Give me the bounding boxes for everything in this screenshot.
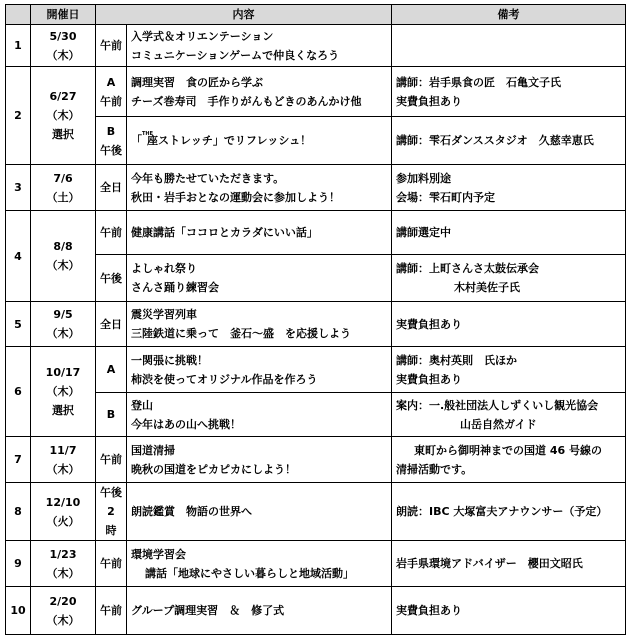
- note-line: 清掃活動です。: [396, 462, 473, 476]
- quote-open: 「: [131, 134, 142, 147]
- note-cell: [392, 483, 626, 541]
- row-number: 6: [6, 347, 31, 437]
- content-line: 今年も勝たせていただきます。: [131, 171, 285, 185]
- content-line: 秋田・岩手おとなの運動会に参加しよう！: [131, 190, 340, 204]
- date-text: 2/20: [49, 594, 77, 608]
- time-cell: 午前: [96, 437, 127, 483]
- note-cell: [392, 211, 626, 255]
- content-line: グループ調理実習 ＆ 修了式: [131, 604, 285, 617]
- note-line: 朗読：IBC 大塚富夫アナウンサー（予定）: [396, 505, 608, 518]
- date-text: 8/8: [53, 240, 73, 253]
- note-line: 実費負担あり: [396, 94, 462, 108]
- note-line: 講師：奥村英則 氏ほか: [396, 353, 517, 367]
- date-text: 1/23: [49, 547, 77, 561]
- note-line: 木村美佐子氏: [454, 281, 520, 294]
- table-row: [6, 117, 626, 165]
- note-cell: [392, 437, 626, 483]
- time-label: 午後: [100, 486, 122, 499]
- content-cell: [127, 117, 392, 165]
- weekday-text: （木）: [46, 462, 80, 476]
- note-cell: [392, 25, 626, 67]
- content-text: 座ストレッチ」でリフレッシュ！: [147, 134, 312, 147]
- date-cell: [31, 25, 96, 67]
- schedule-table: [5, 4, 626, 635]
- note-line: 講師：上町さんさ太鼓伝承会: [396, 262, 539, 275]
- select-label: 選択: [52, 404, 74, 417]
- row-number: 7: [6, 437, 31, 483]
- note-line: 案内：一.般社団法人しずくいし観光協会: [396, 398, 599, 412]
- date-text: 6/27: [49, 90, 77, 103]
- time-cell: [96, 67, 127, 117]
- row-number: 4: [6, 211, 31, 302]
- content-cell: [127, 211, 392, 255]
- table-row: [6, 437, 626, 483]
- date-text: 9/5: [53, 308, 73, 321]
- content-cell: [127, 393, 392, 437]
- date-text: 5/30: [49, 29, 77, 43]
- note-cell: [392, 302, 626, 347]
- time-cell: 午前: [96, 541, 127, 587]
- row-number: 5: [6, 302, 31, 347]
- the-superscript: THE: [142, 131, 154, 137]
- header-note: 備考: [392, 5, 626, 25]
- content-line: チーズ巻寿司 手作りがんもどきのあんかけ他: [131, 94, 362, 108]
- note-cell: [392, 347, 626, 393]
- time-cell: A: [96, 347, 127, 393]
- content-line: コミュニケーションゲームで仲良くなろう: [131, 48, 340, 62]
- date-text: 10/17: [45, 366, 81, 379]
- table-row: [6, 255, 626, 302]
- note-cell: [392, 541, 626, 587]
- row-number: 2: [6, 67, 31, 165]
- content-line: 晩秋の国道をピカピカにしよう！: [131, 462, 296, 476]
- time-detail: 2 時: [105, 505, 117, 537]
- time-cell: B: [96, 393, 127, 437]
- weekday-text: （木）: [46, 48, 80, 62]
- time-cell: 午前: [96, 25, 127, 67]
- content-line: 朗読鑑賞 物語の世界へ: [131, 505, 252, 518]
- note-line: 講師選定中: [396, 226, 451, 239]
- time-cell: 午後: [96, 255, 127, 302]
- content-line: 講話「地球にやさしい暮らしと地域活動」: [145, 566, 354, 580]
- weekday-text: （木）: [46, 566, 80, 580]
- date-text: 7/6: [53, 171, 73, 185]
- note-line: 参加料別途: [396, 171, 451, 185]
- note-cell: [392, 165, 626, 211]
- option-label: A: [106, 75, 116, 89]
- header-content: 内容: [96, 5, 392, 25]
- date-cell: [31, 302, 96, 347]
- note-line: 実費負担あり: [396, 372, 462, 386]
- note-cell: [392, 587, 626, 635]
- content-line: 震災学習列車: [131, 308, 197, 321]
- table-row: [6, 302, 626, 347]
- table-row: [6, 587, 626, 635]
- table-row: [6, 393, 626, 437]
- row-number: 10: [6, 587, 31, 635]
- note-line: 山岳自然ガイド: [460, 417, 537, 431]
- time-cell: 午前: [96, 211, 127, 255]
- content-cell: [127, 67, 392, 117]
- weekday-text: （木）: [46, 327, 80, 340]
- note-line: 東町から御明神までの国道 46 号線の: [414, 443, 602, 457]
- time-cell: 全日: [96, 302, 127, 347]
- content-cell: [127, 437, 392, 483]
- header-date: 開催日: [31, 5, 96, 25]
- header-row: [6, 5, 626, 25]
- table-row: [6, 211, 626, 255]
- note-line: 実費負担あり: [396, 604, 462, 617]
- content-line: 登山: [131, 398, 153, 412]
- row-number: 3: [6, 165, 31, 211]
- date-cell: [31, 211, 96, 302]
- table-row: [6, 67, 626, 117]
- note-line: 講師：雫石ダンススタジオ 久慈幸恵氏: [396, 134, 594, 147]
- note-cell: [392, 255, 626, 302]
- content-cell: [127, 483, 392, 541]
- content-line: 国道清掃: [131, 443, 175, 457]
- date-cell: [31, 347, 96, 437]
- date-cell: [31, 165, 96, 211]
- note-cell: [392, 67, 626, 117]
- note-line: 講師：岩手県食の匠 石亀文子氏: [396, 75, 561, 89]
- weekday-text: （火）: [46, 514, 80, 528]
- note-line: 実費負担あり: [396, 317, 462, 331]
- table-row: [6, 541, 626, 587]
- date-text: 12/10: [45, 495, 81, 509]
- content-line: 今年はあの山へ挑戦！: [131, 417, 241, 431]
- time-cell: [96, 117, 127, 165]
- date-text: 11/7: [49, 443, 77, 457]
- content-cell: [127, 25, 392, 67]
- date-cell: [31, 541, 96, 587]
- content-cell: [127, 302, 392, 347]
- content-line: 健康講話「ココロとカラダにいい話」: [131, 226, 318, 239]
- content-line: よしゃれ祭り: [131, 262, 197, 275]
- weekday-text: （木）: [46, 613, 80, 627]
- weekday-text: （木）: [46, 385, 80, 398]
- content-cell: [127, 255, 392, 302]
- note-line: 会場：雫石町内予定: [396, 190, 495, 204]
- weekday-text: （土）: [46, 190, 80, 204]
- time-cell: 全日: [96, 165, 127, 211]
- content-line: 三陸鉄道に乗って 釜石～盛 を応援しよう: [131, 327, 351, 340]
- content-line: 柿渋を使ってオリジナル作品を作ろう: [131, 372, 318, 386]
- date-cell: [31, 587, 96, 635]
- row-number: 8: [6, 483, 31, 541]
- content-cell: [127, 541, 392, 587]
- weekday-text: （木）: [46, 109, 80, 122]
- content-line: 入学式＆オリエンテーション: [131, 29, 274, 43]
- content-cell: [127, 165, 392, 211]
- content-line: 一関張に挑戦！: [131, 353, 208, 367]
- note-line: 岩手県環境アドバイザー 櫻田文昭氏: [396, 557, 583, 570]
- weekday-text: （木）: [46, 259, 80, 272]
- header-no: [6, 5, 31, 25]
- time-cell: [96, 483, 127, 541]
- time-cell: 午前: [96, 587, 127, 635]
- content-line: 調理実習 食の匠から学ぶ: [131, 75, 263, 89]
- content-cell: [127, 587, 392, 635]
- time-label: 午後: [100, 143, 122, 157]
- row-number: 9: [6, 541, 31, 587]
- content-cell: [127, 347, 392, 393]
- date-cell: [31, 483, 96, 541]
- content-line: [131, 131, 387, 150]
- table-row: [6, 347, 626, 393]
- table-row: [6, 25, 626, 67]
- time-label: 午前: [100, 94, 122, 108]
- option-label: B: [106, 124, 116, 138]
- content-line: さんさ踊り練習会: [131, 281, 219, 294]
- note-cell: [392, 117, 626, 165]
- note-cell: [392, 393, 626, 437]
- select-label: 選択: [52, 128, 74, 141]
- row-number: 1: [6, 25, 31, 67]
- table-row: [6, 483, 626, 541]
- date-cell: [31, 67, 96, 165]
- table-row: [6, 165, 626, 211]
- date-cell: [31, 437, 96, 483]
- content-line: 環境学習会: [131, 547, 186, 561]
